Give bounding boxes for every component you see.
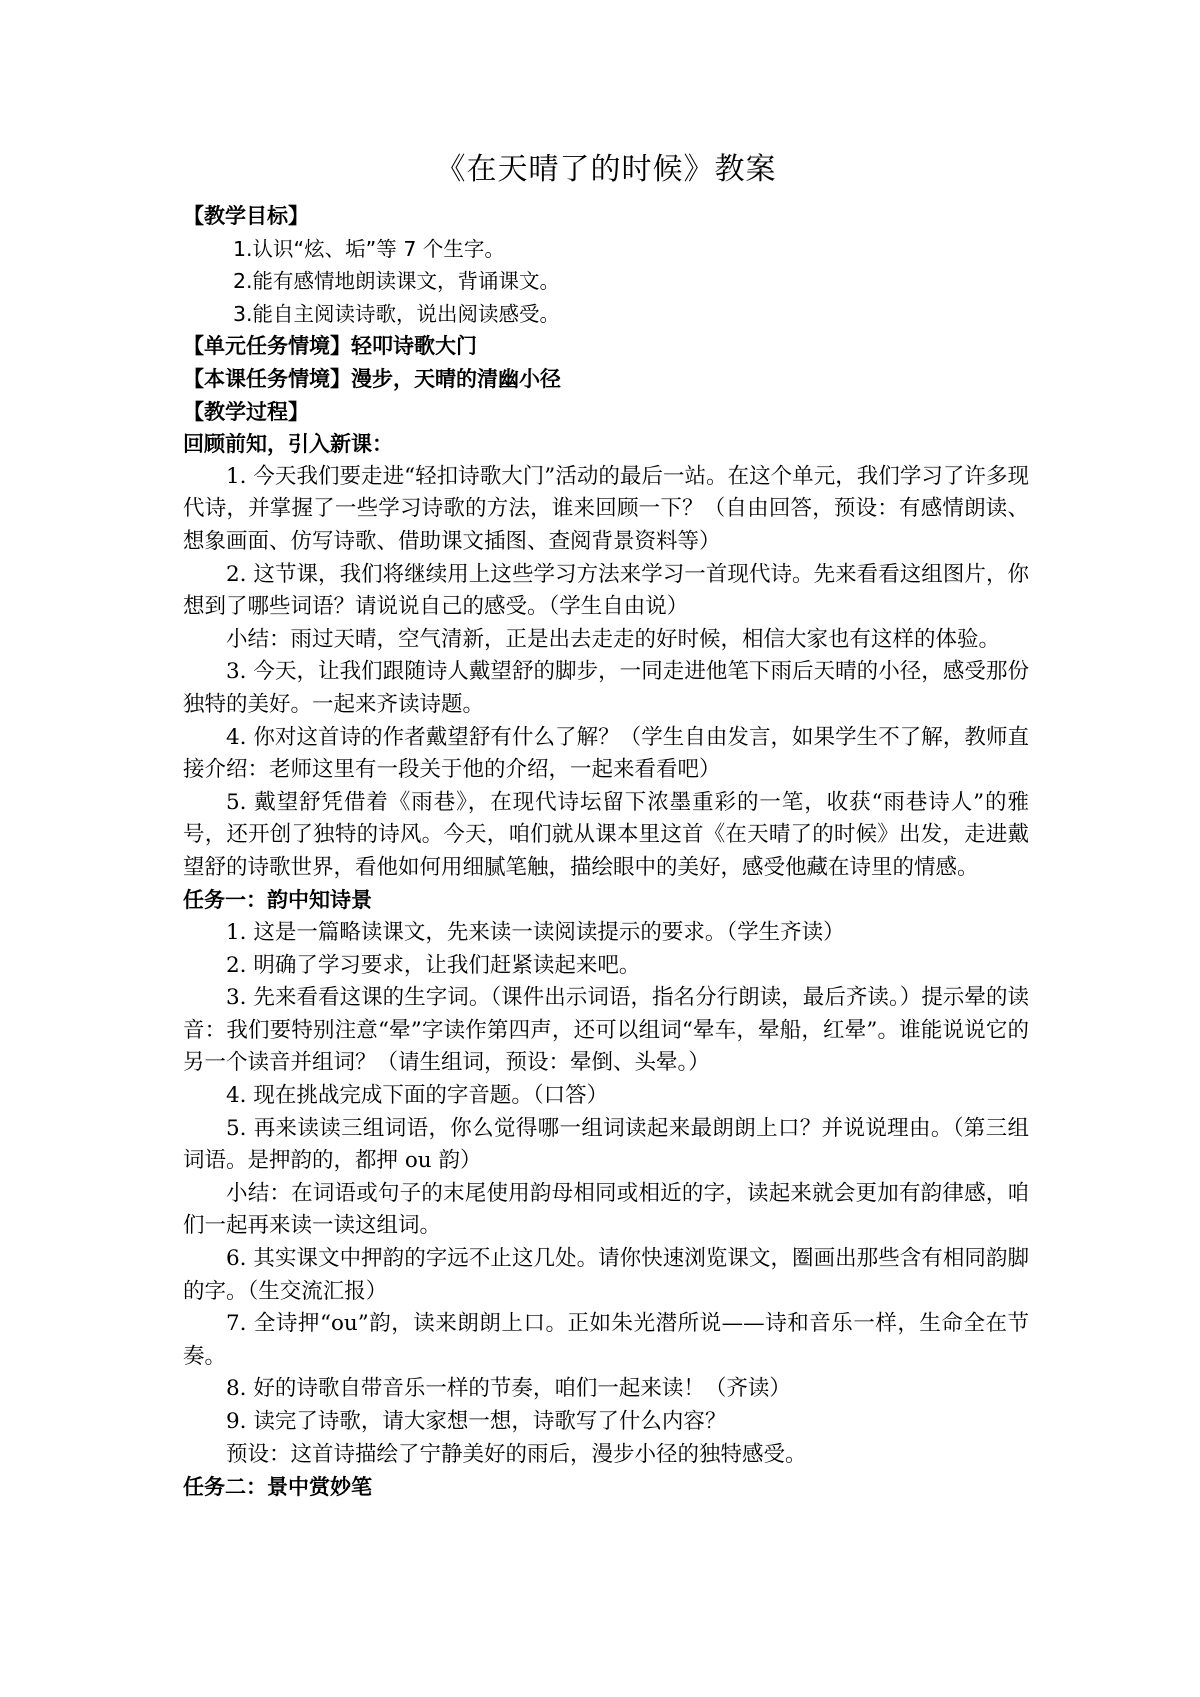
review-paragraph: 2. 这节课，我们将继续用上这些学习方法来学习一首现代诗。先来看看这组图片，你想到了哪些词语？请说说自己的感受。（学生自由说） [183, 561, 1029, 620]
task1-paragraph: 5. 再来读读三组词语，你么觉得哪一组词读起来最朗朗上口？并说说理由。（第三组词语。是押韵的，都押 ou 韵） [183, 1115, 1029, 1174]
task1-paragraph: 3. 先来看看这课的生字词。（课件出示词语，指名分行朗读，最后齐读。）提示晕的读音：我们要特别注意“晕”字读作第四声，还可以组词“晕车，晕船，红晕”。谁能说说它的另一个读音并组词？（请生组词，预设：晕倒、头晕。） [183, 985, 1029, 1076]
objectives-heading: 【教学目标】 [183, 204, 309, 228]
task1-summary: 小结：在词语或句子的末尾使用韵母相同或相近的字，读起来就会更加有韵律感，咱们一起再来读一读这组词。 [183, 1180, 1029, 1239]
task1-heading: 任务一：韵中知诗景 [183, 888, 372, 913]
task1-paragraph: 1. 这是一篇略读课文，先来读一读阅读提示的要求。（学生齐读） [226, 920, 845, 946]
task1-paragraph: 2. 明确了学习要求，让我们赶紧读起来吧。 [226, 952, 641, 978]
unit-context-heading: 【单元任务情境】轻叩诗歌大门 [183, 334, 477, 359]
task2-heading: 任务二：景中赏妙笔 [183, 1475, 372, 1500]
objective-item: 3.能自主阅读诗歌，说出阅读感受。 [233, 301, 561, 326]
task1-paragraph: 7. 全诗押“ou”韵，读来朗朗上口。正如朱光潜所说——诗和音乐一样，生命全在节奏。 [183, 1311, 1029, 1369]
review-paragraph: 5. 戴望舒凭借着《雨巷》，在现代诗坛留下浓墨重彩的一笔，收获“雨巷诗人”的雅号，还开创了独特的诗风。今天，咱们就从课本里这首《在天晴了的时候》出发，走进戴望舒的诗歌世界，看他如何用细腻笔触，描绘眼中的美好，感受他藏在诗里的情感。 [183, 789, 1029, 880]
objective-item: 1.认识“炫、垢”等 7 个生字。 [233, 236, 505, 261]
task1-preset-answer: 预设：这首诗描绘了宁静美好的雨后，漫步小径的独特感受。 [226, 1441, 807, 1467]
document-title: 《在天晴了的时候》教案 [435, 152, 777, 187]
objective-item: 2.能有感情地朗读课文，背诵课文。 [233, 269, 561, 294]
task1-paragraph: 4. 现在挑战完成下面的字音题。（口答） [226, 1083, 609, 1109]
review-paragraph: 1. 今天我们要走进“轻扣诗歌大门”活动的最后一站。在这个单元，我们学习了许多现代诗，并掌握了一些学习诗歌的方法，谁来回顾一下？（自由回答，预设：有感情朗读、想象画面、仿写诗歌、借助课文插图、查阅背景资料等） [183, 463, 1029, 554]
review-paragraph: 4. 你对这首诗的作者戴望舒有什么了解？（学生自由发言，如果学生不了解，教师直接介绍：老师这里有一段关于他的介绍，一起来看看吧） [183, 724, 1029, 783]
process-heading: 【教学过程】 [183, 399, 309, 424]
review-summary: 小结：雨过天晴，空气清新，正是出去走走的好时候，相信大家也有这样的体验。 [226, 626, 1001, 652]
task1-paragraph: 8. 好的诗歌自带音乐一样的节奏，咱们一起来读！（齐读） [226, 1376, 791, 1402]
lesson-context-heading: 【本课任务情境】漫步，天晴的清幽小径 [183, 366, 561, 391]
task1-paragraph: 9. 读完了诗歌，请大家想一想，诗歌写了什么内容？ [226, 1408, 727, 1434]
review-heading: 回顾前知，引入新课： [183, 432, 393, 457]
review-paragraph: 3. 今天，让我们跟随诗人戴望舒的脚步，一同走进他笔下雨后天晴的小径，感受那份独特的美好。一起来齐读诗题。 [183, 659, 1029, 717]
lesson-plan-page [183, 150, 1029, 1504]
task1-paragraph: 6. 其实课文中押韵的字远不止这几处。请你快速浏览课文，圈画出那些含有相同韵脚的字。（生交流汇报） [183, 1246, 1029, 1304]
